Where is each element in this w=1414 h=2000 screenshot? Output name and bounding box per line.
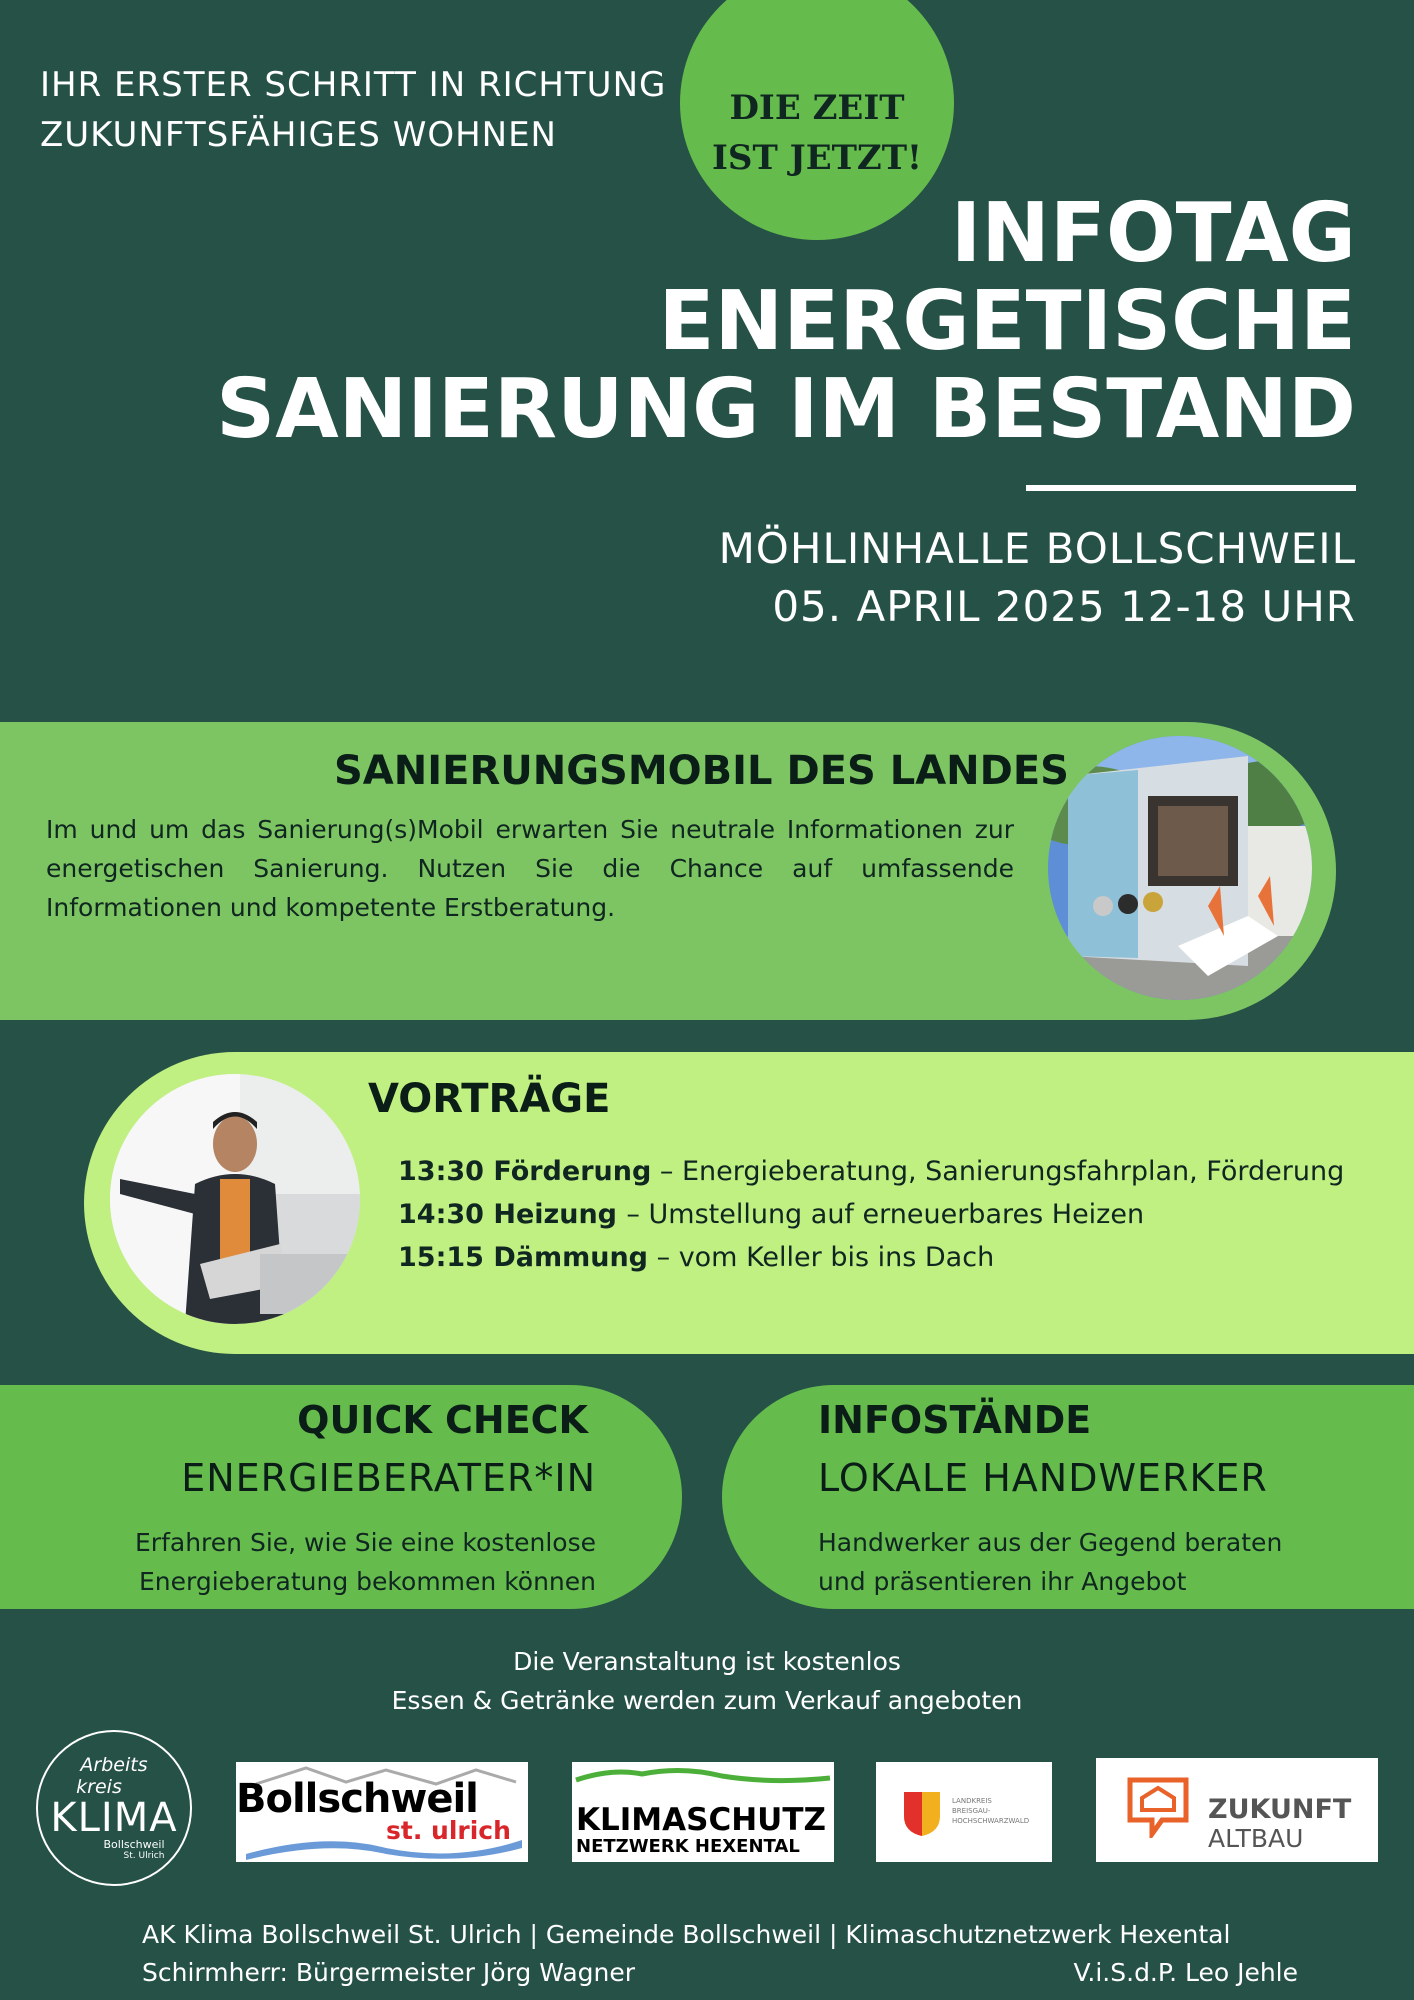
footer-visdp: V.i.S.d.P. Leo Jehle (1073, 1958, 1298, 1987)
talk-item (398, 1156, 1344, 1187)
badge-line-2: IST JETZT! (712, 138, 922, 178)
event-info (0, 1642, 1414, 1720)
venue-info (719, 520, 1356, 636)
footer-line-2: Schirmherr: Bürgermeister Jörg Wagner (142, 1958, 636, 1987)
talk-separator: – (648, 1242, 679, 1273)
footer-line-1: AK Klima Bollschweil St. Ulrich | Gemeinde Bollschweil | Klimaschutznetzwerk Hexental (142, 1920, 1231, 1949)
ak-logo-line-2: kreis (76, 1776, 122, 1798)
zukunft-logo-line-2: ALTBAU (1208, 1824, 1304, 1853)
vortraege-title: VORTRÄGE (368, 1076, 611, 1122)
talk-item (398, 1199, 1144, 1230)
ak-klima-logo (36, 1730, 192, 1886)
quickcheck-line-2: Energieberatung bekommen können (138, 1567, 596, 1596)
talk-head: 15:15 Dämmung (398, 1242, 649, 1273)
sanierungsmobil-text: Im und um das Sanierung(s)Mobil erwarten Sie neutrale Informationen zur energetischen Sanierung. Nutzen Sie die Chance auf umfassende Informationen und kompetente Erstberatung. (46, 815, 1014, 922)
ak-logo-line-4: Bollschweil (103, 1838, 165, 1851)
talk-separator: – (626, 1199, 649, 1230)
infostaende-subtitle: LOKALE HANDWERKER (818, 1456, 1268, 1500)
talk-desc: vom Keller bis ins Dach (678, 1242, 995, 1273)
quickcheck-subtitle: ENERGIEBERATER*IN (181, 1456, 596, 1500)
bollschweil-logo (236, 1762, 528, 1862)
ak-logo-line-3: KLIMA (50, 1795, 178, 1841)
landkreis-line-1: LANDKREIS (952, 1797, 992, 1805)
quickcheck-title: QUICK CHECK (297, 1398, 588, 1442)
quickcheck-text (135, 1523, 596, 1601)
venue-place: MÖHLINHALLE BOLLSCHWEIL (718, 524, 1356, 573)
ak-logo-line-1: Arbeits (80, 1754, 148, 1776)
intro-line-2: ZUKUNFTSFÄHIGES WOHNEN (40, 115, 557, 155)
sanierungsmobil-photo (1048, 736, 1312, 1000)
title-line-2: ENERGETISCHE (658, 274, 1356, 369)
talk-separator: – (651, 1156, 682, 1187)
talk-desc: Umstellung auf erneuerbares Heizen (648, 1199, 1145, 1230)
infostaende-line-2: und präsentieren ihr Angebot (818, 1567, 1187, 1596)
badge-line-1: DIE ZEIT (729, 88, 905, 128)
info-line-1: Die Veranstaltung ist kostenlos (513, 1647, 901, 1676)
page-title (216, 186, 1356, 457)
title-line-3: SANIERUNG IM BESTAND (216, 362, 1356, 457)
landkreis-line-2: BREISGAU- (952, 1807, 991, 1815)
venue-date: 05. APRIL 2025 12-18 UHR (772, 582, 1356, 631)
quickcheck-line-1: Erfahren Sie, wie Sie eine kostenlose (135, 1528, 596, 1557)
ak-logo-line-5: St. Ulrich (123, 1851, 165, 1861)
klimaschutz-logo-line-2: NETZWERK HEXENTAL (576, 1836, 800, 1857)
speaker-photo (110, 1074, 360, 1324)
infostaende-line-1: Handwerker aus der Gegend beraten (818, 1528, 1283, 1557)
infostaende-title: INFOSTÄNDE (818, 1398, 1092, 1442)
zukunft-altbau-logo (1096, 1758, 1378, 1862)
talk-desc: Energieberatung, Sanierungsfahrplan, Förderung (681, 1156, 1345, 1187)
talk-head: 14:30 Heizung (398, 1199, 627, 1230)
badge-text (712, 83, 922, 183)
klimaschutz-logo-line-1: KLIMASCHUTZ (576, 1802, 826, 1838)
zukunft-logo-line-1: ZUKUNFT (1208, 1794, 1352, 1825)
landkreis-logo (876, 1762, 1052, 1862)
intro-line-1: IHR ERSTER SCHRITT IN RICHTUNG (40, 65, 667, 105)
intro-text (40, 60, 666, 160)
landkreis-line-3: HOCHSCHWARZWALD (952, 1817, 1030, 1825)
infostaende-text (818, 1523, 1282, 1601)
talk-head: 13:30 Förderung (398, 1156, 652, 1187)
divider (1026, 485, 1356, 491)
landkreis-logo-text (952, 1796, 1029, 1826)
talk-item (398, 1242, 994, 1273)
bollschweil-logo-name: Bollschweil (236, 1776, 478, 1822)
info-line-2: Essen & Getränke werden zum Verkauf angeboten (391, 1686, 1023, 1715)
title-line-1: INFOTAG (950, 186, 1356, 281)
sanierungsmobil-title: SANIERUNGSMOBIL DES LANDES (334, 748, 1069, 794)
klimaschutz-logo (572, 1762, 834, 1862)
bollschweil-logo-sub: st. ulrich (386, 1816, 511, 1845)
